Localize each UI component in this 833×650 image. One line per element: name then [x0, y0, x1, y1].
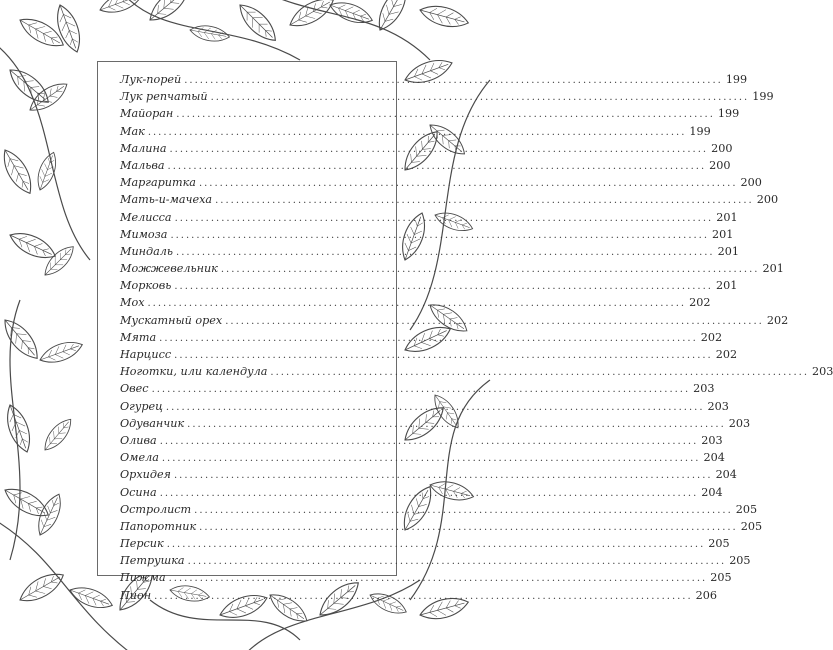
entry-title: Можжевельник	[120, 262, 218, 276]
entry-page-number: 205	[708, 537, 730, 551]
entry-title: Мальва	[120, 158, 165, 172]
toc-entry	[120, 210, 738, 228]
toc-entry	[120, 537, 730, 554]
toc-entry	[120, 588, 718, 606]
entry-title: Миндаль	[120, 244, 174, 258]
toc-entry	[120, 468, 737, 485]
toc-entry	[120, 124, 711, 142]
toc-entry	[120, 141, 733, 159]
toc-entry	[120, 451, 725, 468]
entry-page-number: 200	[740, 176, 762, 190]
entry-title: Мята	[120, 330, 157, 344]
entry-title: Мускатный орех	[120, 313, 223, 327]
entry-title: Огурец	[120, 399, 163, 413]
dot-leader: ........................................................................................................	[173, 470, 713, 482]
toc-entry	[120, 176, 762, 193]
dot-leader: ........................................................................................................	[270, 367, 810, 379]
entry-page-number: 203	[812, 365, 833, 379]
entry-title: Пижма	[120, 571, 166, 585]
entry-title: Лук репчатый	[120, 90, 208, 104]
entry-title: Морковь	[120, 279, 172, 293]
toc-entry	[120, 227, 734, 245]
toc-entry	[120, 313, 789, 331]
dot-leader: ........................................................................................................	[210, 92, 750, 104]
toc-entry	[120, 330, 723, 348]
entry-title: Персик	[120, 537, 164, 551]
entry-title: Орхидея	[120, 468, 171, 482]
dot-leader: ........................................................................................................	[154, 590, 693, 602]
dot-leader: ........................................................................................................	[167, 160, 707, 172]
toc-entry	[120, 279, 738, 296]
entry-page-number: 200	[709, 158, 731, 172]
entry-page-number: 205	[735, 502, 758, 516]
dot-leader: ........................................................................................................	[187, 556, 727, 568]
toc-list	[120, 73, 833, 606]
toc-entry	[120, 348, 738, 365]
entry-page-number: 206	[695, 588, 718, 602]
toc-entry	[120, 107, 740, 124]
entry-page-number: 205	[729, 554, 751, 568]
toc-entry	[120, 73, 748, 90]
dot-leader: ........................................................................................................	[174, 281, 713, 293]
dot-leader: ........................................................................................................	[166, 539, 706, 551]
toc-entry	[120, 158, 731, 176]
toc-entry	[120, 193, 779, 210]
entry-page-number: 199	[725, 73, 748, 86]
dot-leader: ........................................................................................................	[159, 435, 699, 447]
entry-page-number: 202	[689, 296, 711, 310]
dot-leader: ........................................................................................................	[194, 504, 733, 516]
dot-leader: ........................................................................................................	[147, 298, 687, 310]
dot-leader: ........................................................................................................	[215, 195, 754, 207]
toc-entry	[120, 554, 751, 571]
dot-leader: ........................................................................................................	[159, 332, 698, 344]
toc-entry	[120, 519, 763, 537]
toc-entry	[120, 262, 784, 279]
toc-entry	[120, 502, 758, 520]
dot-leader: ........................................................................................................	[176, 246, 715, 258]
dot-leader: ........................................................................................................	[199, 521, 738, 533]
toc-entry	[120, 365, 833, 382]
entry-title: Петрушка	[120, 554, 185, 568]
entry-page-number: 201	[715, 279, 738, 293]
entry-title: Осина	[120, 485, 157, 499]
entry-title: Маргаритка	[120, 176, 196, 190]
toc-entry	[120, 485, 723, 503]
entry-page-number: 199	[752, 90, 774, 104]
entry-title: Мох	[120, 296, 145, 310]
dot-leader: ........................................................................................................	[198, 178, 738, 190]
entry-page-number: 201	[712, 227, 734, 241]
entry-title: Майоран	[120, 107, 174, 121]
toc-entry	[120, 571, 732, 588]
dot-leader: ........................................................................................................	[165, 401, 705, 413]
dot-leader: ........................................................................................................	[176, 109, 715, 121]
entry-page-number: 199	[689, 124, 711, 138]
entry-title: Одуванчик	[120, 416, 185, 430]
entry-page-number: 201	[716, 210, 738, 224]
dot-leader: ........................................................................................................	[168, 573, 708, 585]
dot-leader: ........................................................................................................	[174, 212, 714, 224]
entry-page-number: 202	[700, 330, 723, 344]
entry-page-number: 204	[703, 451, 725, 465]
dot-leader: ........................................................................................................	[159, 487, 699, 499]
dot-leader: ........................................................................................................	[220, 264, 760, 276]
toc-entry	[120, 296, 711, 313]
dot-leader: ........................................................................................................	[184, 75, 723, 86]
entry-title: Лук-порей	[120, 73, 182, 86]
entry-title: Мимоза	[120, 227, 168, 241]
entry-page-number: 200	[756, 193, 779, 207]
entry-page-number: 199	[717, 107, 740, 121]
dot-leader: ........................................................................................................	[151, 384, 691, 396]
toc-entry	[120, 382, 715, 399]
toc-entry	[120, 90, 774, 107]
entry-title: Мать-и-мачеха	[120, 193, 213, 207]
entry-title: Остролист	[120, 502, 192, 516]
toc-entry	[120, 399, 729, 417]
entry-title: Мак	[120, 124, 145, 138]
entry-title: Овес	[120, 382, 149, 396]
entry-page-number: 204	[715, 468, 737, 482]
entry-page-number: 202	[766, 313, 789, 327]
table-of-contents-panel	[97, 61, 833, 602]
entry-page-number: 205	[710, 571, 732, 585]
toc-entry	[120, 433, 723, 451]
entry-title: Ноготки, или календула	[120, 365, 268, 379]
entry-title: Олива	[120, 433, 157, 447]
entry-title: Папоротник	[120, 519, 197, 533]
entry-page-number: 203	[707, 399, 729, 413]
entry-title: Малина	[120, 141, 167, 155]
entry-title: Пион	[120, 588, 152, 602]
dot-leader: ........................................................................................................	[147, 126, 687, 138]
entry-page-number: 200	[711, 141, 733, 155]
dot-leader: ........................................................................................................	[161, 453, 701, 465]
entry-page-number: 203	[693, 382, 715, 396]
toc-entry	[120, 416, 751, 434]
entry-page-number: 201	[762, 262, 784, 276]
entry-page-number: 202	[715, 348, 738, 361]
entry-title: Мелисса	[120, 210, 172, 224]
entry-page-number: 205	[740, 519, 763, 533]
entry-page-number: 203	[701, 433, 723, 447]
dot-leader: ........................................................................................................	[225, 315, 764, 327]
entry-page-number: 201	[717, 244, 739, 258]
dot-leader: ........................................................................................................	[187, 418, 726, 430]
entry-title: Нарцисс	[120, 348, 172, 361]
toc-entry	[120, 244, 739, 262]
entry-title: Омела	[120, 451, 159, 465]
dot-leader: ........................................................................................................	[174, 350, 713, 361]
entry-page-number: 204	[701, 485, 723, 499]
dot-leader: ........................................................................................................	[170, 229, 710, 241]
dot-leader: ........................................................................................................	[169, 143, 709, 155]
entry-page-number: 203	[728, 416, 751, 430]
